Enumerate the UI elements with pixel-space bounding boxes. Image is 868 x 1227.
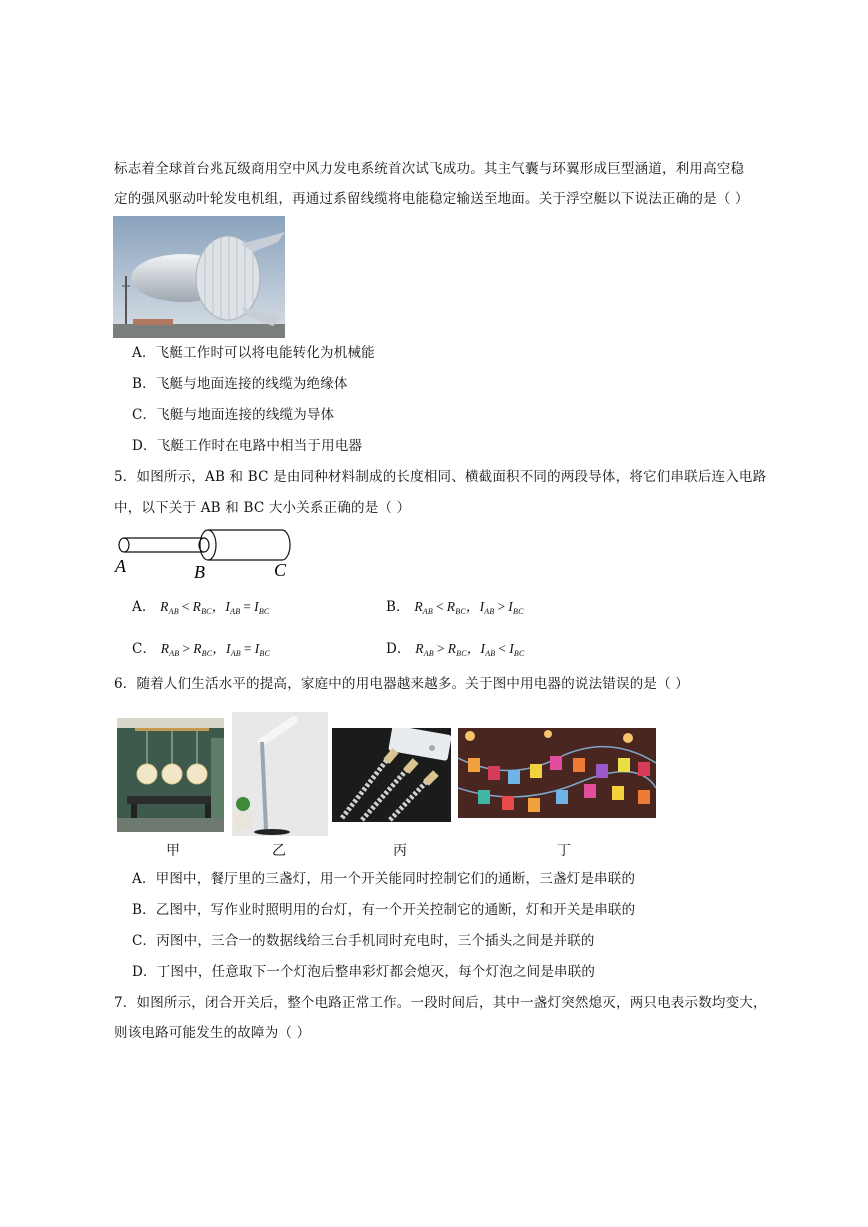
- q4-stem-line2: 定的强风驱动叶轮发电机组，再通过系留线缆将电能稳定输送至地面。关于浮空艇以下说法正确的是（ ）: [114, 191, 749, 207]
- airship-photo: [113, 216, 285, 338]
- q5-stem-line1: 5．如图所示，AB 和 BC 是由同种材料制成的长度相同、横截面积不同的两段导体，将它们串联后连入电路: [114, 469, 767, 485]
- q4-option-d: D．飞艇工作时在电路中相当于用电器: [132, 438, 363, 454]
- q5-option-c: C． $R_{AB} > R_{BC}$，$I_{AB} = I_{BC}$: [132, 641, 271, 658]
- q4-option-b: B．飞艇与地面连接的线缆为绝缘体: [132, 376, 348, 392]
- string-lights-photo: [458, 728, 656, 818]
- q5-stem-line2: 中，以下关于 AB 和 BC 大小关系正确的是（ ）: [114, 500, 411, 516]
- charging-cable-photo: [332, 728, 451, 822]
- caption-jia: 甲: [166, 843, 180, 859]
- dining-lamps-photo: [117, 718, 224, 832]
- q4-stem-line1: 标志着全球首台兆瓦级商用空中风力发电系统首次试飞成功。其主气囊与环翼形成巨型涵道，利用高空稳: [114, 161, 745, 177]
- q6-option-a: A．甲图中，餐厅里的三盏灯，用一个开关能同时控制它们的通断，三盏灯是串联的: [132, 871, 636, 887]
- q7-stem-line2: 则该电路可能发生的故障为（ ）: [114, 1025, 311, 1041]
- q4-option-a: A．飞艇工作时可以将电能转化为机械能: [132, 345, 375, 361]
- caption-yi: 乙: [272, 843, 286, 859]
- label-b: B: [194, 562, 205, 582]
- label-c: C: [274, 560, 287, 580]
- q5-option-d: D． $R_{AB} > R_{BC}$，$I_{AB} < I_{BC}$: [386, 641, 525, 658]
- q7-stem-line1: 7．如图所示，闭合开关后，整个电路正常工作。一段时间后，其中一盏灯突然熄灭，两只电表示数均变大，: [114, 995, 767, 1011]
- caption-bing: 丙: [393, 843, 407, 859]
- q6-stem: 6．随着人们生活水平的提高，家庭中的用电器越来越多。关于图中用电器的说法错误的是（ ）: [114, 676, 689, 692]
- q6-option-c: C．丙图中，三合一的数据线给三台手机同时充电时，三个插头之间是并联的: [132, 933, 595, 949]
- label-a: A: [115, 556, 126, 576]
- caption-ding: 丁: [557, 843, 571, 859]
- desk-lamp-photo: [232, 712, 328, 836]
- q5-option-b: B． $R_{AB} < R_{BC}$，$I_{AB} > I_{BC}$: [386, 599, 524, 616]
- q6-option-b: B．乙图中，写作业时照明用的台灯，有一个开关控制它的通断，灯和开关是串联的: [132, 902, 636, 918]
- q5-option-a: A． $R_{AB} < R_{BC}$，$I_{AB} = I_{BC}$: [132, 599, 270, 616]
- q6-option-d: D．丁图中，任意取下一个灯泡后整串彩灯都会熄灭，每个灯泡之间是串联的: [132, 964, 596, 980]
- conductor-diagram: [112, 526, 302, 582]
- q4-option-c: C．飞艇与地面连接的线缆为导体: [132, 407, 335, 423]
